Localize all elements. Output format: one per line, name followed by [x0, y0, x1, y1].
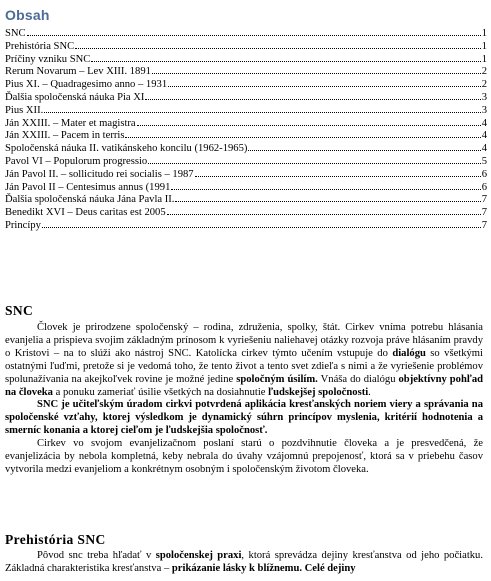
- toc-entry-title: Benedikt XVI – Deus caritas est 2005: [5, 207, 166, 219]
- toc-heading: Obsah: [5, 7, 50, 23]
- toc-entry[interactable]: [5, 90, 487, 103]
- toc-entry-title: Ján Pavol II. – sollicitudo rei socialis – 1987: [5, 168, 194, 180]
- toc-entry-page: 2: [481, 66, 487, 78]
- toc-entry-page: 3: [481, 91, 487, 103]
- toc-entry-page: 1: [481, 53, 487, 65]
- toc-entry-title: Ďalšia spoločenská náuka Pia XI: [5, 91, 145, 103]
- toc-entry-title: Ján XXIII. – Mater et magistra: [5, 117, 136, 129]
- section-heading-prehistoria: Prehistória SNC: [5, 532, 106, 547]
- toc-dot-leader: [91, 52, 480, 62]
- toc-entry[interactable]: [5, 218, 487, 231]
- toc-entry[interactable]: [5, 103, 487, 116]
- paragraph-definition: SNC je učiteľským úradom cirkvi potvrdená aplikácia kresťanských noriem viery a správania na spoločenské vzťahy, ktorej výsledkom je dynamický súhrn princípov myslenia, kritérií hodnotenia a smerníc konania a ktorej cieľom je ľudskejšia spoločnosť.: [5, 399, 483, 437]
- toc-entry-page: 3: [481, 104, 487, 116]
- toc-dot-leader: [248, 141, 480, 151]
- toc-dot-leader: [167, 205, 481, 215]
- toc-entry-page: 4: [481, 143, 487, 155]
- toc-entry[interactable]: [5, 116, 487, 129]
- section-heading-snc: SNC: [5, 303, 34, 318]
- toc-dot-leader: [75, 39, 481, 49]
- toc-dot-leader: [168, 77, 481, 87]
- bold-text: dialógu: [392, 347, 426, 359]
- toc-entry-title: Pius XI. – Quadragesimo anno – 1931: [5, 79, 168, 91]
- toc-entry-title: Pavol VI – Populorum progressio: [5, 155, 148, 167]
- section-body-prehistoria: [5, 550, 483, 576]
- toc-dot-leader: [125, 128, 480, 138]
- toc-entry-title: Spoločenská náuka II. vatikánskeho koncilu (1962-1965): [5, 143, 248, 155]
- toc-entry[interactable]: [5, 128, 487, 141]
- bold-text: spoločenskej praxi: [155, 550, 242, 561]
- toc-entry-page: 7: [481, 207, 487, 219]
- toc-entry-page: 2: [481, 79, 487, 91]
- toc-entry[interactable]: [5, 154, 487, 167]
- toc-entry-page: 7: [481, 219, 487, 231]
- toc-entry-page: 5: [481, 155, 487, 167]
- toc-entry[interactable]: [5, 141, 487, 154]
- toc-entry-title: Ďalšia spoločenská náuka Jána Pavla II.: [5, 194, 175, 206]
- toc-dot-leader: [137, 116, 481, 126]
- section-body-snc: [5, 322, 483, 477]
- toc-entry-title: Pius XII.: [5, 104, 44, 116]
- toc-entry-title: Prehistória SNC: [5, 40, 75, 52]
- toc-entry-title: Ján XXIII. – Pacem in terris: [5, 130, 125, 142]
- toc-dot-leader: [195, 167, 481, 177]
- toc-entry-title: Ján Pavol II – Centesimus annus (1991: [5, 181, 171, 193]
- toc-dot-leader: [175, 192, 480, 202]
- toc-entry[interactable]: [5, 26, 487, 39]
- toc-dot-leader: [27, 26, 481, 36]
- toc-entry[interactable]: [5, 77, 487, 90]
- bold-text: ľudskejšej spoločnosti: [268, 386, 369, 398]
- table-of-contents: [5, 26, 487, 231]
- toc-entry-title: Princípy: [5, 219, 41, 231]
- toc-entry-page: 6: [481, 168, 487, 180]
- toc-dot-leader: [42, 218, 481, 228]
- bold-text: spoločným úsilím.: [236, 373, 318, 385]
- toc-entry-page: 1: [481, 40, 487, 52]
- toc-entry[interactable]: [5, 192, 487, 205]
- toc-entry[interactable]: [5, 39, 487, 52]
- toc-dot-leader: [44, 103, 480, 113]
- toc-dot-leader: [152, 64, 481, 74]
- toc-dot-leader: [171, 180, 480, 190]
- toc-entry[interactable]: [5, 205, 487, 218]
- toc-entry-page: 4: [481, 130, 487, 142]
- paragraph: Cirkev vo svojom evanjelizačnom poslaní starú o pozdvihnutie človeka a je presvedčená, že evanjelizácia by nebola kompletná, keby nebrala do úvahy vzájomnú prepojenosť, ktorá sa v priebehu časov vytvorila medzi evanjeliom a konkrétnym osobným i spoločenským životom človeka.: [5, 438, 483, 475]
- toc-dot-leader: [145, 90, 480, 100]
- toc-entry[interactable]: [5, 64, 487, 77]
- toc-entry-title: Príčiny vzniku SNC: [5, 53, 91, 65]
- paragraph: Človek je prirodzene spoločenský – rodina, združenia, spolky, štát. Cirkev vníma potrebu hlásania evanjelia a prispieva svojim základným prínosom k vyriešeniu naliehavej otázky rozvoja práve hlásaním pravdy o Kristovi – na to slúži ako nástroj SNC. Katolícka cirkev týmto učením vstupuje do dialógu so všetkými ostatnými ľuďmi, pretože si je vedomá toho, že tento život a tento svet zdieľa s nimi a že vyriešenie problémov spolunažívania na akejkoľvek rovine je možné jedine spoločným úsilím. Vnáša do dialógu objektívny pohľad na človeka a ponuku zameriať úsilie všetkých na dosiahnutie ľudskejšej spoločnosti.: [5, 322, 484, 398]
- toc-entry[interactable]: [5, 167, 487, 180]
- toc-entry-title: SNC: [5, 28, 26, 39]
- bold-text: prikázanie lásky k blížnemu. Celé dejiny: [171, 562, 356, 574]
- toc-entry-page: 4: [481, 117, 487, 129]
- toc-entry[interactable]: [5, 180, 487, 193]
- toc-entry-title: Rerum Novarum – Lev XIII. 1891: [5, 66, 151, 78]
- toc-entry[interactable]: [5, 52, 487, 65]
- paragraph: Pôvod snc treba hľadať v spoločenskej praxi, ktorá sprevádza dejiny kresťanstva od jeho počiatku. Základná charakteristika kresťanstva – prikázanie lásky k blížnemu. Celé dejiny: [5, 550, 483, 574]
- toc-entry-page: 6: [481, 181, 487, 193]
- bold-text: objektívny pohľad na človeka: [5, 373, 484, 398]
- toc-entry-page: 7: [481, 194, 487, 206]
- toc-dot-leader: [148, 154, 480, 164]
- toc-entry-page: 1: [481, 28, 487, 39]
